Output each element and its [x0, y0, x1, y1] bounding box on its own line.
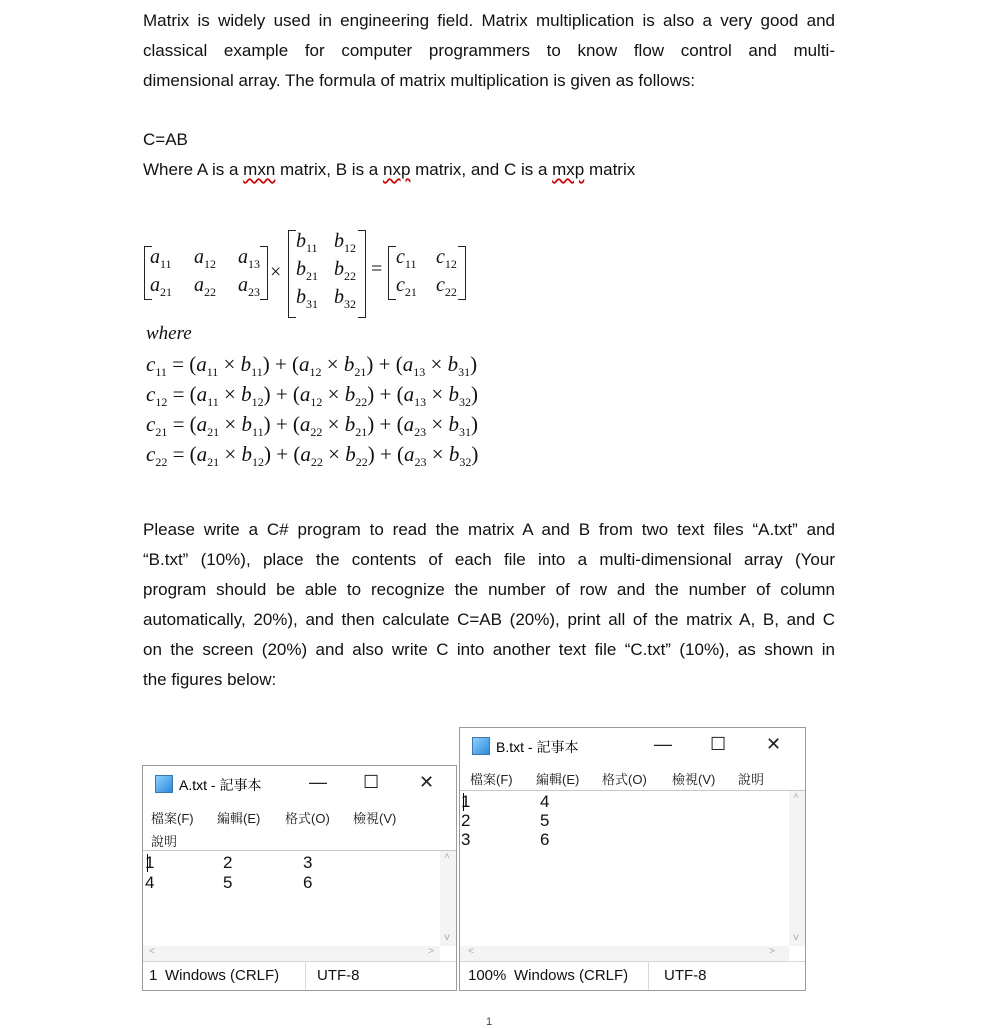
- matrix-b-left-bracket: [288, 230, 296, 318]
- vertical-scrollbar[interactable]: [789, 791, 805, 946]
- status-encoding: UTF-8: [664, 967, 707, 984]
- matrix-b-element: $b_{31}$: [296, 286, 318, 311]
- menu-format[interactable]: 格式(O): [602, 772, 647, 787]
- status-eol: Windows (CRLF): [165, 967, 280, 984]
- task-paragraph: [143, 515, 835, 695]
- scroll-right-icon[interactable]: >: [768, 947, 775, 958]
- menu-edit[interactable]: 編輯(E): [217, 811, 261, 826]
- minimize-button[interactable]: —: [654, 734, 672, 754]
- scroll-up-icon[interactable]: ^: [793, 793, 800, 804]
- equation-line: $c_{12} = (a_{11} \times b_{12}) + (a_{12} \times b_{22}) + (a_{13} \times b_{32})$: [146, 382, 478, 410]
- text-area[interactable]: [143, 850, 456, 962]
- task-line: on the screen (20%) and also write C into another text file “C.txt” (10%), as shown in: [143, 640, 835, 659]
- vertical-scrollbar[interactable]: [440, 851, 456, 946]
- scroll-down-icon[interactable]: v: [444, 933, 451, 944]
- scroll-right-icon[interactable]: >: [427, 947, 434, 958]
- cell-1-1: 1: [461, 792, 471, 811]
- title-bar[interactable]: [143, 766, 456, 800]
- task-line: Please write a C# program to read the matrix A and B from two text files “A.txt” and: [143, 520, 835, 539]
- matrix-a-element: $a_{13}$: [238, 246, 260, 271]
- status-eol: Windows (CRLF): [514, 967, 629, 984]
- menu-file[interactable]: 檔案(F): [151, 811, 194, 826]
- status-bar: [460, 961, 805, 990]
- menu-view[interactable]: 檢視(V): [672, 772, 716, 787]
- equation-line: $c_{11} = (a_{11} \times b_{11}) + (a_{12} \times b_{21}) + (a_{13} \times b_{31})$: [146, 352, 478, 380]
- scroll-up-icon[interactable]: ^: [444, 853, 451, 864]
- menu-format[interactable]: 格式(O): [285, 811, 330, 826]
- equation-line: $c_{21} = (a_{21} \times b_{11}) + (a_{22} \times b_{21}) + (a_{23} \times b_{31})$: [146, 412, 478, 440]
- status-zoom: 100%: [468, 967, 507, 984]
- matrix-a-element: $a_{11}$: [150, 246, 172, 271]
- menu-file[interactable]: 檔案(F): [470, 772, 513, 787]
- cell-1-2: 2: [223, 853, 233, 872]
- matrix-a-element: $a_{12}$: [194, 246, 216, 271]
- cell-2-3: 6: [303, 873, 313, 892]
- cell-2-1: 2: [461, 811, 471, 830]
- maximize-button[interactable]: ☐: [363, 772, 380, 792]
- matrix-c-right-bracket: [458, 246, 466, 300]
- menu-help[interactable]: 說明: [738, 772, 765, 787]
- matrix-a-element: $a_{23}$: [238, 274, 260, 299]
- cell-2-2: 5: [540, 811, 550, 830]
- task-line: program should be able to recognize the number of row and the number of column: [143, 580, 835, 599]
- minimize-button[interactable]: —: [309, 772, 327, 792]
- cell-3-2: 6: [540, 830, 550, 849]
- cell-3-1: 3: [461, 830, 471, 849]
- status-encoding: UTF-8: [317, 967, 360, 984]
- window-title: B.txt - 記事本: [496, 739, 579, 755]
- c-eq-ab: C=AB: [143, 130, 188, 149]
- matrix-a-element: $a_{21}$: [150, 274, 172, 299]
- notepad-window-a[interactable]: [142, 765, 457, 991]
- matrix-c-left-bracket: [388, 246, 396, 300]
- task-line: “B.txt” (10%), place the contents of each file into a multi-dimensional array (Your: [143, 550, 835, 569]
- horizontal-scrollbar[interactable]: [460, 946, 789, 962]
- close-button[interactable]: ✕: [766, 734, 782, 754]
- matrix-b-element: $b_{22}$: [334, 258, 356, 283]
- status-separator: [305, 962, 306, 990]
- matrix-a-right-bracket: [260, 246, 268, 300]
- dim-mxn: mxn: [243, 160, 276, 179]
- matrix-c-element: $c_{21}$: [396, 274, 417, 299]
- close-button[interactable]: ✕: [419, 772, 435, 792]
- matrix-c-element: $c_{22}$: [436, 274, 457, 299]
- notepad-icon: [472, 737, 490, 755]
- matrix-c-element: $c_{12}$: [436, 246, 457, 271]
- page-number: 1: [486, 1016, 493, 1028]
- scroll-left-icon[interactable]: <: [149, 947, 156, 958]
- notepad-icon: [155, 775, 173, 793]
- window-title: A.txt - 記事本: [179, 777, 262, 793]
- equals-operator: =: [371, 258, 383, 280]
- matrix-c-element: $c_{11}$: [396, 246, 417, 271]
- dim-mxp: mxp: [552, 160, 585, 179]
- menu-help[interactable]: 說明: [151, 834, 178, 849]
- matrix-b-element: $b_{21}$: [296, 258, 318, 283]
- intro-line: Matrix is widely used in engineering field. Matrix multiplication is also a very good and: [143, 11, 835, 30]
- intro-line: dimensional array. The formula of matrix multiplication is given as follows:: [143, 71, 696, 90]
- menu-view[interactable]: 檢視(V): [353, 811, 397, 826]
- intro-paragraph: [143, 6, 835, 96]
- notepad-window-b[interactable]: [459, 727, 806, 991]
- scroll-left-icon[interactable]: <: [468, 947, 475, 958]
- matrix-b-element: $b_{11}$: [296, 230, 318, 255]
- matrix-b-right-bracket: [358, 230, 366, 318]
- matrix-b-element: $b_{12}$: [334, 230, 356, 255]
- horizontal-scrollbar[interactable]: [143, 946, 440, 962]
- times-operator: ×: [270, 261, 282, 283]
- maximize-button[interactable]: ☐: [710, 734, 727, 754]
- intro-line: classical example for computer programmers to know flow control and multi-: [143, 41, 835, 60]
- text-area[interactable]: [460, 790, 805, 962]
- cell-1-1: 1: [145, 853, 155, 872]
- status-bar: [143, 961, 456, 990]
- task-line: automatically, 20%), and then calculate C=AB (20%), print all of the matrix A, B, and C: [143, 610, 835, 629]
- title-bar[interactable]: [460, 728, 805, 762]
- menu-edit[interactable]: 編輯(E): [536, 772, 580, 787]
- status-line: 1: [149, 967, 158, 984]
- where-sentence: Where A is a mxn matrix, B is a nxp matrix, and C is a mxp matrix: [143, 160, 636, 179]
- dim-nxp: nxp: [382, 160, 411, 179]
- task-line: the figures below:: [143, 670, 277, 689]
- scroll-down-icon[interactable]: v: [793, 933, 800, 944]
- cell-1-3: 3: [303, 853, 313, 872]
- matrix-a-element: $a_{22}$: [194, 274, 216, 299]
- cell-2-2: 5: [223, 873, 233, 892]
- matrix-b-element: $b_{32}$: [334, 286, 356, 311]
- cell-1-2: 4: [540, 792, 550, 811]
- equation-line: $c_{22} = (a_{21} \times b_{12}) + (a_{22} \times b_{22}) + (a_{23} \times b_{32})$: [146, 442, 479, 470]
- where-label: where: [146, 323, 192, 344]
- cell-2-1: 4: [145, 873, 155, 892]
- status-separator: [648, 962, 649, 990]
